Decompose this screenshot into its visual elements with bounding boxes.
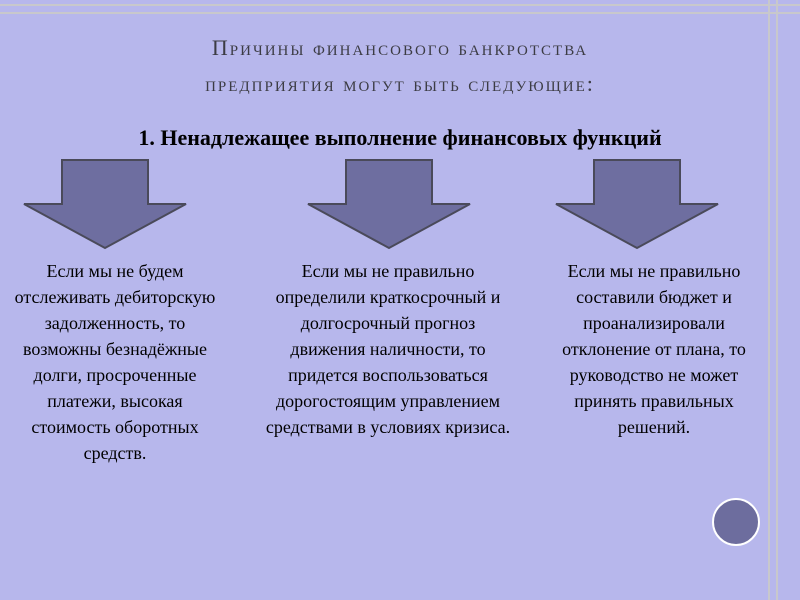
title-line-1: Причины финансового банкротства — [211, 35, 589, 60]
down-arrow-icon — [304, 158, 474, 250]
frame-line-right-inner — [768, 0, 770, 600]
down-arrow-icon — [20, 158, 190, 250]
down-arrow-icon — [552, 158, 722, 250]
frame-line-right — [776, 0, 778, 600]
column-text-cash-forecast: Если мы не правильно определили краткосрочный и долгосрочный прогноз движения наличности, то придется воспользоваться дорогостоящим управлением средствами в условиях кризиса. — [265, 261, 511, 437]
column-text-budget: Если мы не правильно составили бюджет и проанализировали отклонение от плана, то руководство не может принять правильных решений. — [562, 261, 746, 437]
frame-line-top-inner — [0, 4, 800, 6]
title-line-2: предприятия могут быть следующие: — [205, 71, 595, 96]
slide-title — [60, 30, 740, 102]
slide-subtitle: 1. Ненадлежащее выполнение финансовых функций — [138, 125, 662, 150]
circle-decoration-icon — [712, 498, 760, 546]
column-text-receivables: Если мы не будем отслеживать дебиторскую задолженность, то возможны безнадёжные долги, просроченные платежи, высокая стоимость оборотных средств. — [14, 261, 216, 463]
frame-line-top — [0, 12, 800, 14]
